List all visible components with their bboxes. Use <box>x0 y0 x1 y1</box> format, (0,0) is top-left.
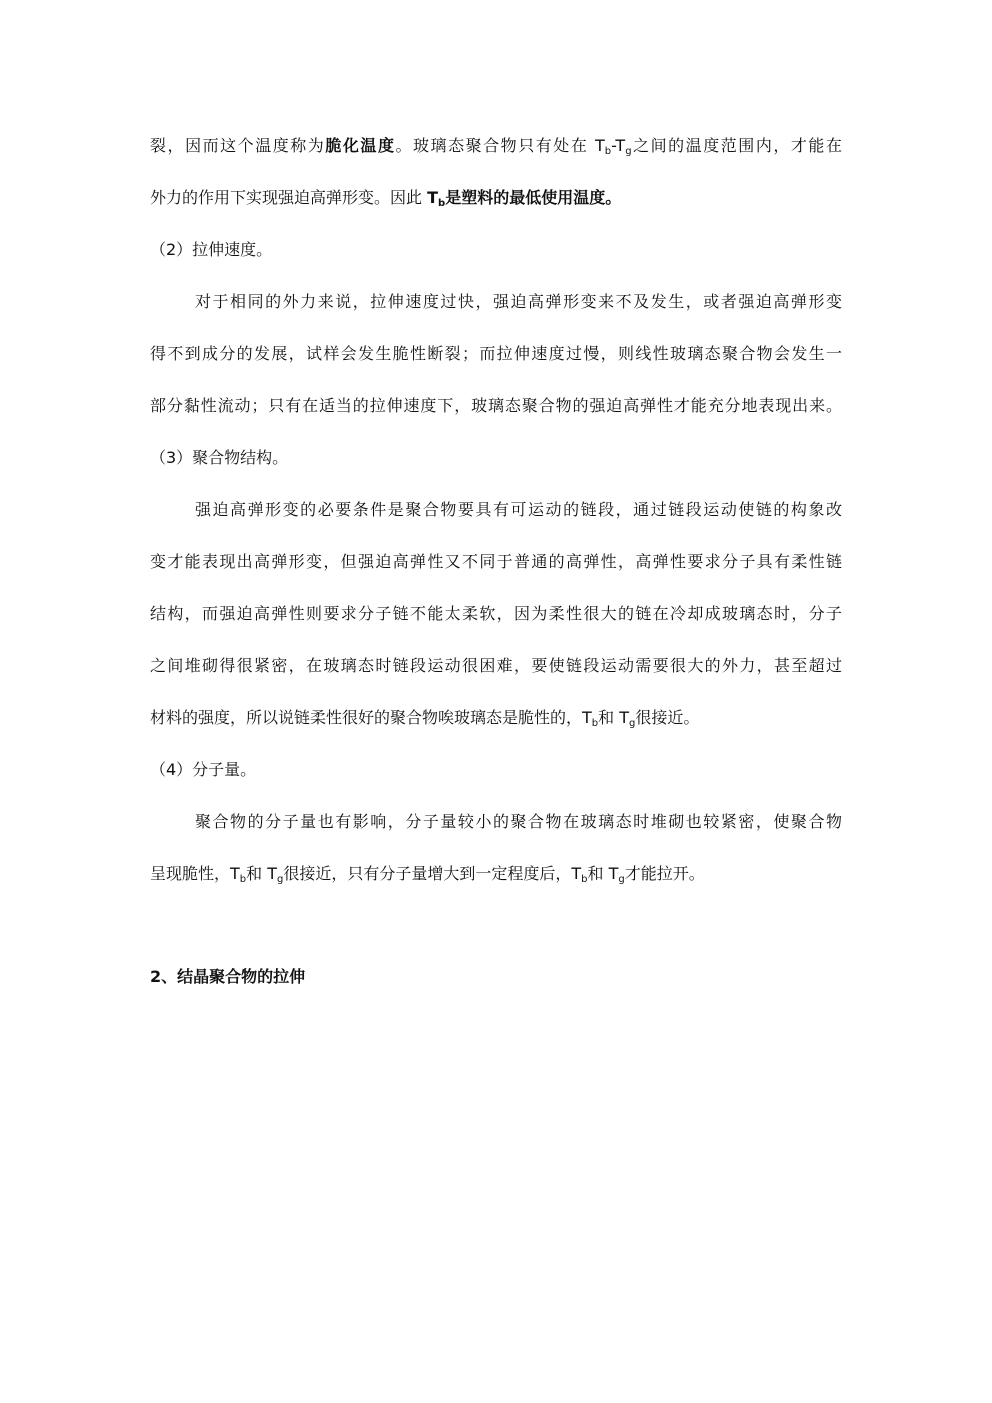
paragraph-line: 部分黏性流动；只有在适当的拉伸速度下，玻璃态聚合物的强迫高弹性才能充分地表现出来。 <box>150 396 842 415</box>
text: 裂，因而这个温度称为 <box>150 136 326 155</box>
text: 很接近。 <box>635 708 700 727</box>
subscript: b <box>581 874 588 885</box>
text: 之间的温度范围内，才能在 <box>631 136 842 155</box>
paragraph-line: 强迫高弹形变的必要条件是聚合物要具有可运动的链段，通过链段运动使链的构象改 <box>195 500 842 519</box>
paragraph-line <box>150 863 842 885</box>
section-heading: 2、结晶聚合物的拉伸 <box>150 967 306 986</box>
paragraph-line: 变才能表现出高弹形变，但强迫高弹性又不同于普通的高弹性，高弹性要求分子具有柔性链 <box>150 552 842 571</box>
paragraph-line: 对于相同的外力来说，拉伸速度过快，强迫高弹形变来不及发生，或者强迫高弹形变 <box>195 292 842 311</box>
subscript: b <box>604 146 612 157</box>
paragraph-line <box>150 135 842 157</box>
subscript: g <box>629 718 636 729</box>
paragraph-line <box>150 187 842 209</box>
subscript: b <box>591 718 599 729</box>
text: 和 T <box>598 708 630 727</box>
subscript: g <box>277 874 284 885</box>
subheading-molecular-weight: （4）分子量。 <box>150 760 257 779</box>
subscript: b <box>239 874 247 885</box>
text: 材料的强度，所以说链柔性很好的聚合物唉玻璃态是脆性的，T <box>150 708 592 727</box>
text: 和 T <box>587 864 619 883</box>
paragraph-line: 得不到成分的发展，试样会发生脆性断裂；而拉伸速度过慢，则线性玻璃态聚合物会发生一 <box>150 344 842 363</box>
subheading-tensile-speed: （2）拉伸速度。 <box>150 240 273 259</box>
paragraph-line <box>150 707 842 729</box>
paragraph-line: 聚合物的分子量也有影响，分子量较小的聚合物在玻璃态时堆砌也较紧密，使聚合物 <box>195 812 842 831</box>
subscript: g <box>625 146 632 157</box>
bold-term: 脆化温度 <box>325 136 396 155</box>
paragraph-line: 结构，而强迫高弹性则要求分子链不能太柔软，因为柔性很大的链在冷却成玻璃态时，分子 <box>150 604 842 623</box>
subheading-polymer-structure: （3）聚合物结构。 <box>150 448 289 467</box>
paragraph-line: 之间堆砌得很紧密，在玻璃态时链段运动很困难，要使链段运动需要很大的外力，甚至超过 <box>150 656 842 675</box>
text: 才能拉开。 <box>624 864 705 883</box>
text: 。玻璃态聚合物只有处在 T <box>395 136 605 155</box>
text: 呈现脆性，T <box>150 864 240 883</box>
subscript: b <box>438 198 446 209</box>
text: 很接近，只有分子量增大到一定程度后，T <box>283 864 582 883</box>
subscript: g <box>618 874 625 885</box>
text: -T <box>611 136 626 155</box>
text: 外力的作用下实现强迫高弹形变。因此 <box>150 188 428 207</box>
bold-term: 是塑料的最低使用温度。 <box>445 188 622 207</box>
bold-term: T <box>427 188 439 207</box>
text: 和 T <box>246 864 278 883</box>
